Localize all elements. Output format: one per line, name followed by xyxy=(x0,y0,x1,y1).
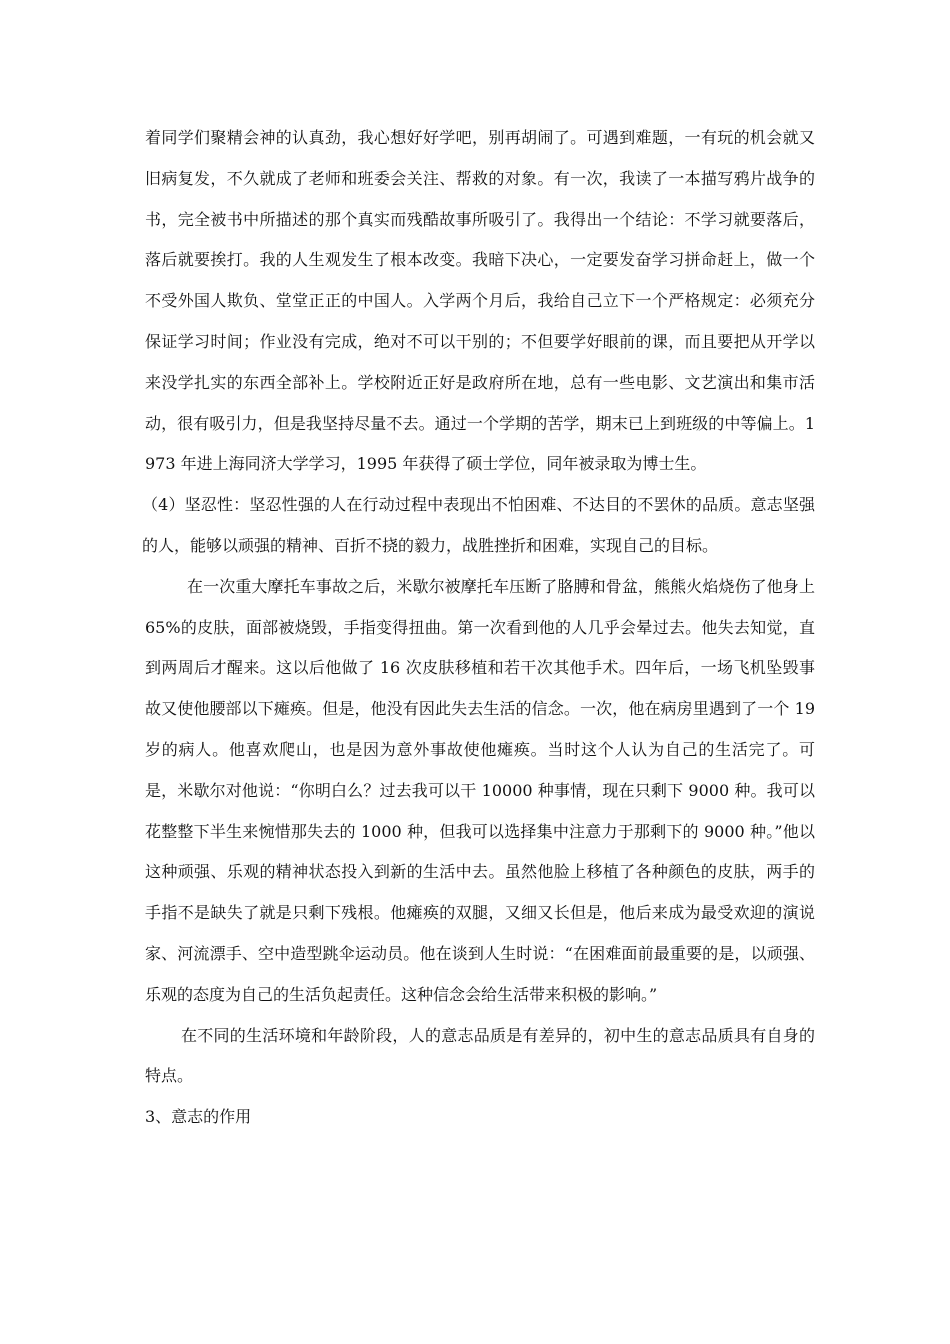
summary-paragraph: 在不同的生活环境和年龄阶段，人的意志品质是有差异的，初中生的意志品质具有自身的特点。 xyxy=(145,1025,815,1086)
perseverance-definition-paragraph: （4）坚忍性：坚忍性强的人在行动过程中表现出不怕困难、不达目的不罢休的品质。意志坚强的人，能够以顽强的精神、百折不挠的毅力，战胜挫折和困难，实现自己的目标。 xyxy=(142,495,815,555)
story-paragraph-study: 着同学们聚精会神的认真劲，我心想好好学吧，别再胡闹了。可遇到难题，一有玩的机会就又旧病复发，不久就成了老师和班委会关注、帮救的对象。有一次，我读了一本描写鸦片战争的书，完全被书中所描述的那个真实而残酷故事所吸引了。我得出一个结论：不学习就要落后，落后就要挨打。我的人生观发生了根本改变。我暗下决心，一定要发奋学习拼命赶上，做一个不受外国人欺负、堂堂正正的中国人。入学两个月后，我给自己立下一个严格规定：必须充分保证学习时间；作业没有完成，绝对不可以干别的；不但要学好眼前的课，而且要把从开学以来没学扎实的东西全部补上。学校附近正好是政府所在地，总有一些电影、文艺演出和集市活动，很有吸引力，但是我坚持尽量不去。通过一个学期的苦学，期末已上到班级的中等偏上。1973 年进上海同济大学学习，1995 年获得了硕士学位，同年被录取为博士生。 xyxy=(145,128,815,474)
document-page xyxy=(142,118,815,1138)
story-paragraph-michel: 在一次重大摩托车事故之后，米歇尔被摩托车压断了胳膊和骨盆，熊熊火焰烧伤了他身上 65%的皮肤，面部被烧毁，手指变得扭曲。第一次看到他的人几乎会晕过去。他失去知觉，直到两周后才醒来。这以后他做了 16 次皮肤移植和若干次其他手术。四年后，一场飞机坠毁事故又使他腰部以下瘫痪。但是，他没有因此失去生活的信念。一次，他在病房里遇到了一个 19 岁的病人。他喜欢爬山，也是因为意外事故使他瘫痪。当时这个人认为自己的生活完了。可是，米歇尔对他说：“你明白么？过去我可以干 10000 种事情，现在只剩下 9000 种。我可以花整整下半生来惋惜那失去的 1000 种，但我可以选择集中注意力于那剩下的 9000 种。”他以这种顽强、乐观的精神状态投入到新的生活中去。虽然他脸上移植了各种颜色的皮肤，两手的手指不是缺失了就是只剩下残根。他瘫痪的双腿，又细又长但是，他后来成为最受欢迎的演说家、河流漂手、空中造型跳伞运动员。他在谈到人生时说：“在困难面前最重要的是，以顽强、乐观的态度为自己的生活负起责任。这种信念会给生活带来积极的影响。” xyxy=(145,576,815,1004)
section-heading: 3、意志的作用 xyxy=(145,1107,252,1127)
